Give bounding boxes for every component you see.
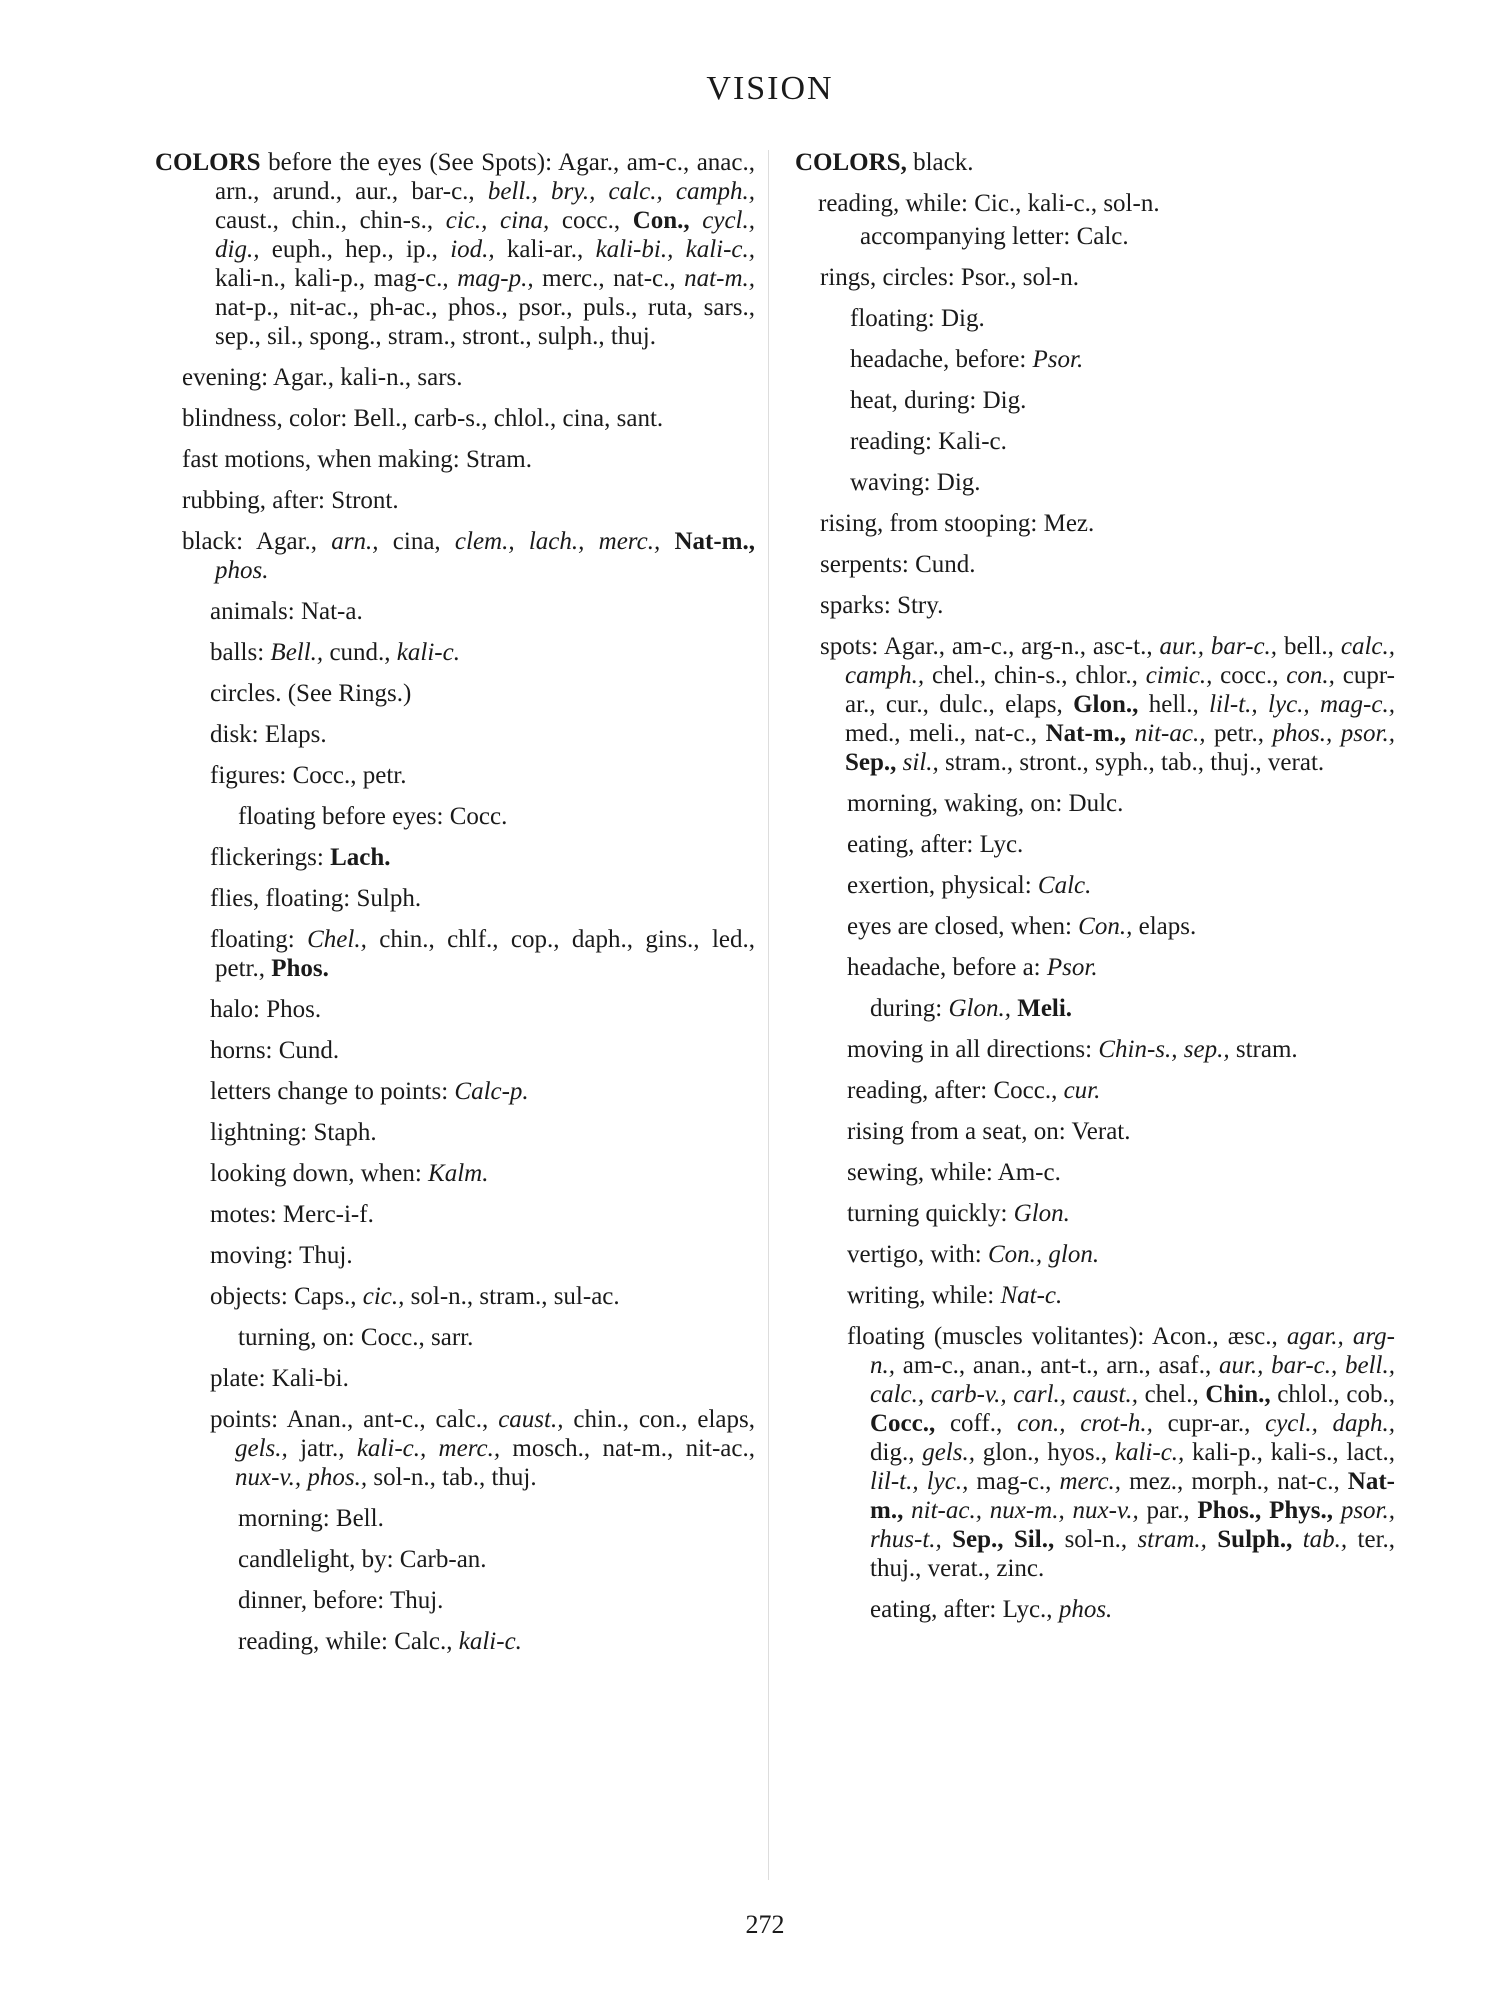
entry-text: cund., xyxy=(323,639,397,666)
entry-spots-vertigo xyxy=(795,1240,1395,1269)
entry-text: phos. xyxy=(1058,1596,1113,1623)
entry-text: exertion, physical: xyxy=(847,872,1038,899)
entry-text: cupr-ar., xyxy=(1152,1410,1266,1437)
entry-reading-while: reading, while: Cic., kali-c., sol-n. xyxy=(818,190,1160,217)
entry-text: chel., chin-s., chlor., xyxy=(924,662,1146,689)
entry-spots-during xyxy=(795,994,1395,1023)
entry-text: before the eyes (See Spots): Agar., am-c., anac., arn., arund., aur., bar-c., xyxy=(215,149,755,205)
entry-accompanying-letter: accompanying letter: Calc. xyxy=(860,223,1129,250)
entry-text: Nat-c. xyxy=(1000,1282,1063,1309)
entry-text: petr., xyxy=(1205,720,1273,747)
entry-rings-reading: reading: Kali-c. xyxy=(850,428,1007,455)
entry-rings: rings, circles: Psor., sol-n. xyxy=(820,264,1080,291)
entry-disk: disk: Elaps. xyxy=(210,721,327,748)
entry-text: Con., xyxy=(632,207,690,234)
entry-points xyxy=(155,1405,755,1492)
entry-text: par., xyxy=(1138,1497,1198,1524)
entry-text: iod., xyxy=(450,236,495,263)
entry-text: hell., xyxy=(1138,691,1210,718)
entry-spots-rising: rising from a seat, on: Verat. xyxy=(847,1118,1131,1145)
entry-text: headache, before: xyxy=(850,346,1033,373)
entry-text: Glon., xyxy=(948,995,1011,1022)
entry-text: nat-p., nit-ac., ph-ac., phos., psor., puls., ruta, sars., sep., sil., spong., stram., stront., sulph., thuj. xyxy=(215,294,755,350)
entry-text: cic., cina, xyxy=(445,207,550,234)
entry-circles: circles. (See Rings.) xyxy=(210,680,412,707)
entry-spots xyxy=(795,632,1395,777)
entry-looking-down xyxy=(155,1159,755,1188)
entry-black xyxy=(155,527,755,585)
entry-text: mag-p., xyxy=(457,265,534,292)
entry-text: nat-m., xyxy=(684,265,755,292)
entry-text: elaps. xyxy=(1132,913,1197,940)
entry-text: kali-bi., kali-c., xyxy=(595,236,756,263)
entry-floating-before-eyes: floating before eyes: Cocc. xyxy=(238,803,508,830)
entry-text: tab., xyxy=(1292,1526,1348,1553)
entry-text: Chin., xyxy=(1205,1381,1271,1408)
entry-text: stram., stront., syph., tab., thuj., verat. xyxy=(938,749,1325,776)
entry-text: Glon. xyxy=(1013,1200,1070,1227)
entry-text: eating, after: Lyc., xyxy=(870,1596,1059,1623)
entry-text: psor., rhus-t., xyxy=(870,1497,1396,1553)
entry-text: Chin-s., sep., xyxy=(1098,1036,1230,1063)
entry-text: glon., hyos., xyxy=(974,1439,1115,1466)
entry-text: headache, before a: xyxy=(847,954,1047,981)
entry-points-morning: morning: Bell. xyxy=(238,1505,384,1532)
entry-rising: rising, from stooping: Mez. xyxy=(820,510,1095,537)
entry-text: writing, while: xyxy=(847,1282,1001,1309)
entry-points-candlelight: candlelight, by: Carb-an. xyxy=(238,1546,487,1573)
entry-text: lil-t., lyc., mag-c., xyxy=(1209,691,1395,718)
entry-text: clem., lach., merc., xyxy=(454,528,661,555)
entry-text: merc., nat-c., xyxy=(533,265,685,292)
entry-spots-exertion xyxy=(795,871,1395,900)
entry-text: gels., xyxy=(922,1439,975,1466)
entry-text: aur., bar-c., bell., calc., carb-v., carl., caust., xyxy=(870,1352,1395,1408)
entry-text: ter., thuj., verat., zinc. xyxy=(870,1526,1396,1582)
entry-colors xyxy=(155,148,755,351)
left-column xyxy=(155,148,755,1668)
entry-text: caust., chin., chin-s., xyxy=(215,207,446,234)
entry-moving: moving: Thuj. xyxy=(210,1242,353,1269)
entry-text: jatr., xyxy=(287,1435,357,1462)
entry-spots-writing xyxy=(795,1281,1395,1310)
entry-text: am-c., anan., ant-t., arn., asaf., xyxy=(895,1352,1219,1379)
entry-figures: figures: Cocc., petr. xyxy=(210,762,407,789)
entry-text: kali-c. xyxy=(396,639,460,666)
entry-text: sol-n., stram., sul-ac. xyxy=(404,1283,620,1310)
entry-spots-eating: eating, after: Lyc. xyxy=(847,831,1024,858)
entry-text: cocc., xyxy=(1212,662,1287,689)
entry-text: sol-n., xyxy=(1054,1526,1138,1553)
entry-spots-floating xyxy=(795,1322,1395,1583)
entry-text: Chel., xyxy=(307,926,367,953)
entry-text: kali-c., xyxy=(1114,1439,1185,1466)
entry-heading: COLORS xyxy=(155,149,261,176)
entry-text: aur., bar-c., xyxy=(1159,633,1278,660)
entry-text: kali-c., merc., xyxy=(356,1435,501,1462)
entry-letters xyxy=(155,1077,755,1106)
entry-text: sil., xyxy=(896,749,939,776)
entry-rings-heat: heat, during: Dig. xyxy=(850,387,1027,414)
entry-text: Meli. xyxy=(1010,995,1073,1022)
entry-spots-reading xyxy=(795,1076,1395,1105)
entry-text: stram. xyxy=(1229,1036,1298,1063)
entry-text: nux-v., phos., xyxy=(235,1464,368,1491)
entry-text: Con., glon. xyxy=(987,1241,1100,1268)
entry-text: chin., chlf., cop., daph., gins., led., petr., xyxy=(215,926,755,982)
entry-text: Sulph., xyxy=(1206,1526,1293,1553)
entry-text: kali-ar., xyxy=(494,236,596,263)
entry-text: phos. xyxy=(215,557,269,584)
entry-text: med., meli., nat-c., xyxy=(845,720,1046,747)
entry-balls xyxy=(155,638,755,667)
entry-text: reading, while: Calc., xyxy=(238,1628,459,1655)
entry-text: sol-n., tab., thuj. xyxy=(367,1464,537,1491)
entry-flies: flies, floating: Sulph. xyxy=(210,885,422,912)
entry-text: gels., xyxy=(235,1435,288,1462)
entry-plate: plate: Kali-bi. xyxy=(210,1365,349,1392)
entry-text: cupr-ar., cur., dulc., elaps, xyxy=(845,662,1395,718)
entry-text: coff., xyxy=(935,1410,1017,1437)
entry-text: Psor. xyxy=(1032,346,1084,373)
entry-spots-floating-eating xyxy=(795,1595,1395,1624)
entry-rings-floating: floating: Dig. xyxy=(850,305,985,332)
entry-text: euph., hep., ip., xyxy=(259,236,451,263)
entry-text: looking down, when: xyxy=(210,1160,429,1187)
entry-text: kali-n., kali-p., mag-c., xyxy=(215,265,458,292)
entry-text: black: Agar., xyxy=(182,528,332,555)
entry-text: Nat-m., xyxy=(870,1468,1396,1524)
entry-text: nit-ac., xyxy=(1126,720,1206,747)
entry-text: dig., xyxy=(870,1439,923,1466)
page-title: VISION xyxy=(706,70,834,107)
entry-lightning: lightning: Staph. xyxy=(210,1119,377,1146)
entry-evening: evening: Agar., kali-n., sars. xyxy=(182,364,463,391)
page-number: 272 xyxy=(745,1910,785,1939)
entry-text: eyes are closed, when: xyxy=(847,913,1079,940)
entry-text: cycl., dig., xyxy=(215,207,755,263)
entry-text: flickerings: xyxy=(210,844,331,871)
entry-text: cocc., xyxy=(549,207,633,234)
entry-spots-sewing: sewing, while: Am-c. xyxy=(847,1159,1061,1186)
entry-text: cina, xyxy=(378,528,455,555)
entry-text: Bell., xyxy=(270,639,324,666)
entry-spots-eyes-closed xyxy=(795,912,1395,941)
entry-text: arn., xyxy=(331,528,379,555)
entry-text: Psor. xyxy=(1046,954,1098,981)
entry-text: floating (muscles volitantes): Acon., æsc., xyxy=(847,1323,1287,1350)
entry-text: mag-c., xyxy=(968,1468,1060,1495)
entry-serpents: serpents: Cund. xyxy=(820,551,976,578)
entry-points-dinner: dinner, before: Thuj. xyxy=(238,1587,444,1614)
entry-text: phos., psor., xyxy=(1272,720,1395,747)
entry-blindness: blindness, color: Bell., carb-s., chlol., cina, sant. xyxy=(182,405,664,432)
entry-rings-headache xyxy=(795,345,1395,374)
entry-spots-morning: morning, waking, on: Dulc. xyxy=(847,790,1124,817)
entry-text: cur. xyxy=(1063,1077,1101,1104)
entry-text: Phos., Phys., xyxy=(1197,1497,1334,1524)
entry-text: balls: xyxy=(210,639,271,666)
entry-text: Phos. xyxy=(271,955,329,982)
entry-objects xyxy=(155,1282,755,1311)
entry-text: chin., con., elaps, xyxy=(563,1406,755,1433)
entry-text: Calc. xyxy=(1037,872,1092,899)
entry-animals: animals: Nat-a. xyxy=(210,598,363,625)
entry-spots-headache xyxy=(795,953,1395,982)
entry-spots-turning xyxy=(795,1199,1395,1228)
entry-text: bell., xyxy=(1277,633,1341,660)
entry-text: stram., xyxy=(1137,1526,1207,1553)
entry-text: Lach. xyxy=(330,844,391,871)
entry-text: Kalm. xyxy=(428,1160,489,1187)
right-column xyxy=(795,148,1395,1636)
entry-text: Glon., xyxy=(1073,691,1139,718)
entry-text: chel., xyxy=(1137,1381,1206,1408)
entry-text: kali-c. xyxy=(458,1628,522,1655)
entry-text: during: xyxy=(870,995,949,1022)
entry-text: mez., morph., nat-c., xyxy=(1121,1468,1348,1495)
entry-sparks: sparks: Stry. xyxy=(820,592,944,619)
entry-flickerings xyxy=(155,843,755,872)
entry-text: floating: xyxy=(210,926,308,953)
entry-text: spots: Agar., am-c., arg-n., asc-t., xyxy=(820,633,1160,660)
entry-text: nit-ac., nux-m., nux-v., xyxy=(903,1497,1139,1524)
entry-spots-moving xyxy=(795,1035,1395,1064)
entry-text: cycl., daph., xyxy=(1265,1410,1396,1437)
entry-text: Calc-p. xyxy=(454,1078,529,1105)
entry-text: kali-p., kali-s., lact., xyxy=(1184,1439,1395,1466)
entry-text: cimic., xyxy=(1145,662,1213,689)
entry-text: cic., xyxy=(362,1283,405,1310)
entry-text: turning quickly: xyxy=(847,1200,1014,1227)
entry-floating xyxy=(155,925,755,983)
entry-text: caust., xyxy=(498,1406,564,1433)
entry-text: calc., camph., xyxy=(845,633,1395,689)
entry-halo: halo: Phos. xyxy=(210,996,322,1023)
entry-text: vertigo, with: xyxy=(847,1241,988,1268)
entry-heading: COLORS, xyxy=(795,149,907,176)
entry-text: merc., xyxy=(1059,1468,1122,1495)
entry-text: mosch., nat-m., nit-ac., xyxy=(500,1435,755,1462)
entry-text: Sep., Sil., xyxy=(941,1526,1055,1553)
entry-text: letters change to points: xyxy=(210,1078,455,1105)
entry-text: agar., arg-n., xyxy=(870,1323,1396,1379)
entry-points-reading xyxy=(155,1627,755,1656)
entry-text: black. xyxy=(906,149,974,176)
entry-text: con., xyxy=(1286,662,1335,689)
entry-text: Cocc., xyxy=(870,1410,936,1437)
entry-motes: motes: Merc-i-f. xyxy=(210,1201,374,1228)
entry-text: moving in all directions: xyxy=(847,1036,1099,1063)
entry-fast-motions: fast motions, when making: Stram. xyxy=(182,446,532,473)
entry-rings-waving: waving: Dig. xyxy=(850,469,981,496)
entry-text: Nat-m., xyxy=(1045,720,1127,747)
column-divider xyxy=(768,150,769,1880)
entry-text: reading, after: Cocc., xyxy=(847,1077,1064,1104)
entry-horns: horns: Cund. xyxy=(210,1037,340,1064)
entry-turning-on: turning, on: Cocc., sarr. xyxy=(238,1324,474,1351)
entry-colors-black xyxy=(795,148,1395,177)
entry-text: points: Anan., ant-c., calc., xyxy=(210,1406,499,1433)
entry-text: Con., xyxy=(1078,913,1133,940)
entry-rubbing: rubbing, after: Stront. xyxy=(182,487,399,514)
entry-text: chlol., cob., xyxy=(1270,1381,1395,1408)
entry-text: Nat-m., xyxy=(660,528,755,555)
entry-text: Sep., xyxy=(845,749,897,776)
entry-text: con., crot-h., xyxy=(1016,1410,1153,1437)
entry-text: bell., bry., calc., camph., xyxy=(487,178,755,205)
entry-text: objects: Caps., xyxy=(210,1283,363,1310)
entry-text: lil-t., lyc., xyxy=(870,1468,969,1495)
